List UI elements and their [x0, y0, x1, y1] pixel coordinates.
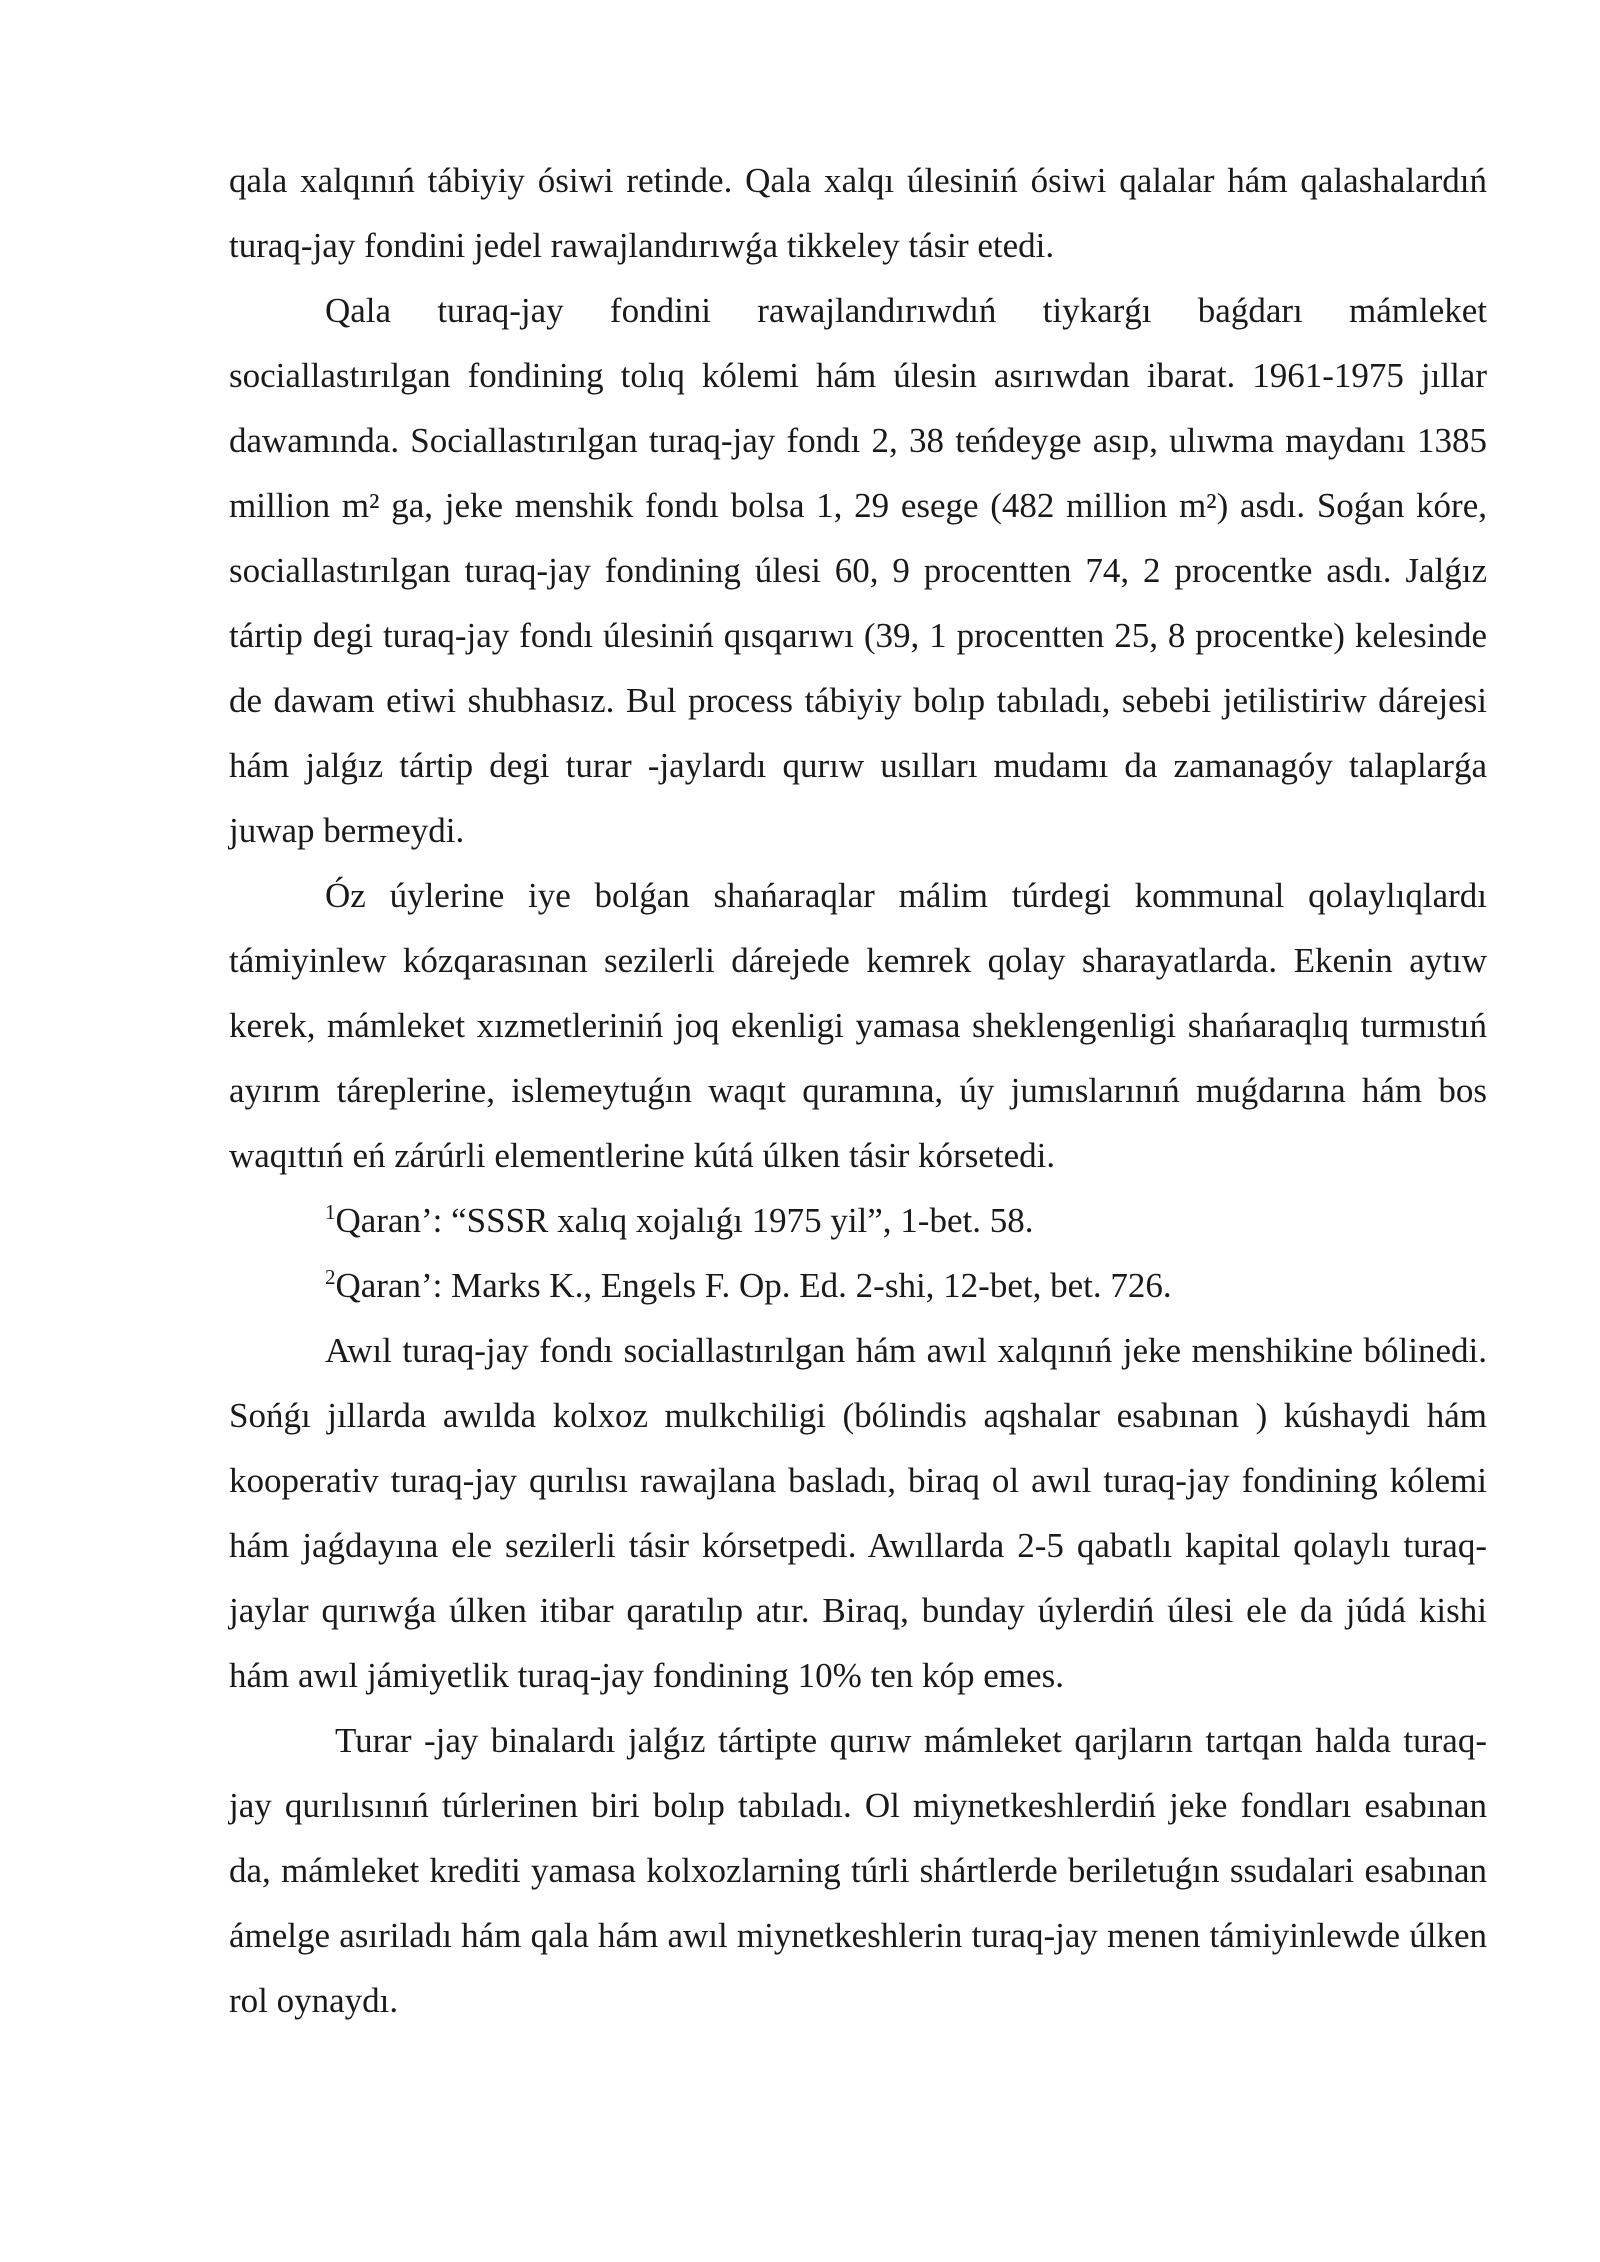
paragraph-4: Awıl turaq-jay fondı sociallastırılgan hám awıl xalqınıń jeke menshikine bólinedi. Sońǵı jıllarda awılda kolxoz mulkchiligi (bólindis aqshalar esabınan ) kúshaydi hám kooperativ turaq-jay qurılısı rawajlana basladı, biraq ol awıl turaq-jay fondining kólemi hám jaǵdayına ele sezilerli tásir kórsetpedi. Awıllarda 2-5 qabatlı kapital qolaylı turaq-jaylar qurıwǵa úlken itibar qaratılıp atır. Biraq, bunday úylerdiń úlesi ele da júdá kishi hám awıl jámiyetlik turaq-jay fondining 10% ten kóp emes.	[229, 1331, 1487, 1695]
footnote-1	[229, 1188, 1487, 1253]
paragraph-5: Turar -jay binalardı jalǵız tártipte qurıw mámleket qarjların tartqan halda turaq-jay qurılısınıń túrlerinen biri bolıp tabıladı. Ol miynetkeshlerdiń jeke fondları esabınan da, mámleket krediti yamasa kolxozlarning túrli shártlerde beriletuǵın ssudalari esabınan ámelge asıriladı hám qala hám awıl miynetkeshlerin turaq-jay menen támiyinlewde úlken rol oynaydı.	[229, 1721, 1487, 2020]
footnote-1-mark: 1	[325, 1200, 336, 1224]
footnote-2	[229, 1253, 1487, 1318]
footnote-1-text: Qaran’: “SSSR xalıq xojalıǵı 1975 yil”, 1-bet. 58.	[335, 1201, 1034, 1240]
paragraph-3: Óz úylerine iye bolǵan shańaraqlar málim túrdegi kommunal qolaylıqlardı támiyinlew kózqarasınan sezilerli dárejede kemrek qolay sharayatlarda. Ekenin aytıw kerek, mámleket xızmetleriniń joq ekenligi yamasa sheklengenligi shańaraqlıq turmıstıń ayırım táreplerine, islemeytuǵın waqıt quramına, úy jumıslarınıń muǵdarına hám bos waqıttıń eń zárúrli elementlerine kútá úlken tásir kórsetedi.	[229, 876, 1487, 1175]
footnote-2-text: Qaran’: Marks K., Engels F. Op. Ed. 2-shi, 12-bet, bet. 726.	[335, 1266, 1172, 1305]
paragraph-2: Qala turaq-jay fondini rawajlandırıwdıń tiykarǵı baǵdarı mámleket sociallastırılgan fondining tolıq kólemi hám úlesin asırıwdan ibarat. 1961-1975 jıllar dawamında. Sociallastırılgan turaq-jay fondı 2, 38 teńdeyge asıp, ulıwma maydanı 1385 million m² ga, jeke menshik fondı bolsa 1, 29 esege (482 million m²) asdı. Soǵan kóre, sociallastırılgan turaq-jay fondining úlesi 60, 9 procentten 74, 2 procentke asdı. Jalǵız tártip degi turaq-jay fondı úlesiniń qısqarıwı (39, 1 procentten 25, 8 procentke) kelesinde de dawam etiwi shubhasız. Bul process tábiyiy bolıp tabıladı, sebebi jetilistiriw dárejesi hám jalǵız tártip degi turar -jaylardı qurıw usılları mudamı da zamanagóy talaplarǵa juwap bermeydi.	[229, 291, 1487, 850]
paragraph-1: qala xalqınıń tábiyiy ósiwi retinde. Qala xalqı úlesiniń ósiwi qalalar hám qalashalardıń turaq-jay fondini jedel rawajlandırıwǵa tikkeley tásir etedi.	[229, 161, 1487, 265]
body-text	[229, 148, 1487, 2033]
footnote-2-mark: 2	[325, 1265, 336, 1289]
